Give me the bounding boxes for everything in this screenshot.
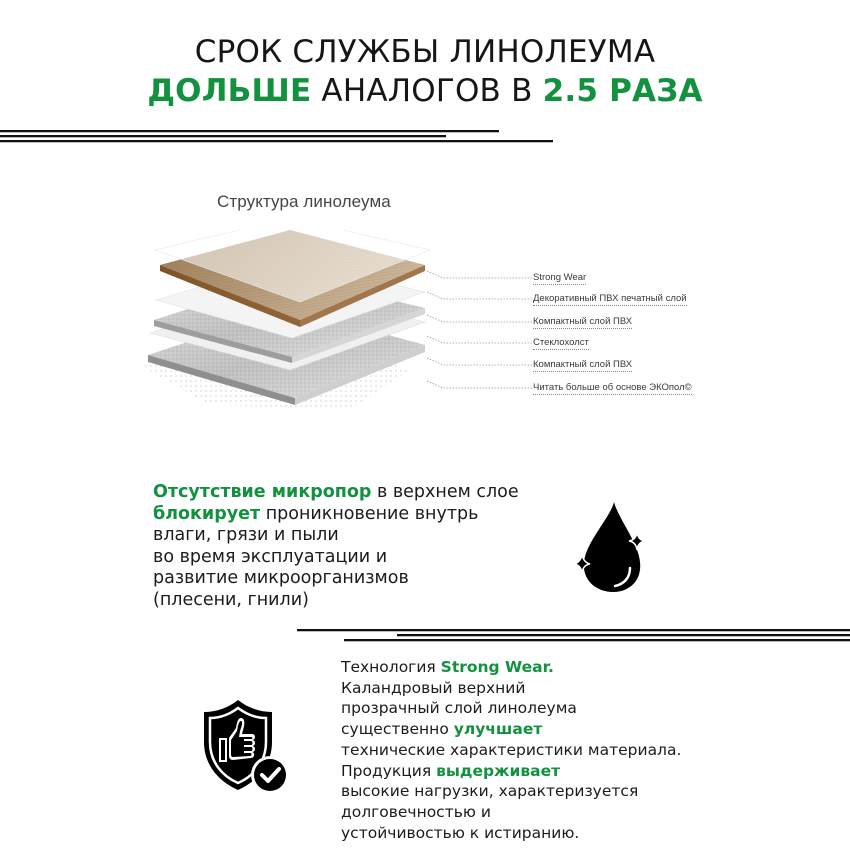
text-line: во время эксплуатации и	[153, 546, 388, 567]
text-line: (плесени, гнили)	[153, 589, 309, 610]
title-highlight-ratio: 2.5 РАЗА	[542, 73, 703, 109]
highlight-withstands: выдерживает	[436, 761, 561, 780]
text-segment: проникновение внутрь	[260, 503, 479, 524]
highlight-blocks: блокирует	[153, 503, 261, 524]
layer-label-decorative-pvc: Декоративный ПВХ печатный слой	[533, 293, 687, 304]
divider-line	[0, 140, 553, 143]
text-segment: Технология	[341, 658, 441, 676]
layer-label-compact-pvc-2: Компактный слой ПВХ	[533, 359, 633, 370]
shield-thumbs-up-check-icon	[200, 698, 292, 796]
text-line: развитие микроорганизмов	[153, 568, 409, 588]
highlight-improves: улучшает	[453, 720, 543, 739]
divider-line	[0, 130, 499, 133]
text-line: влаги, грязи и пыли	[153, 525, 339, 545]
diagram-title: Структура линолеума	[217, 192, 391, 211]
text-segment: существенно	[341, 720, 454, 739]
divider-line	[0, 135, 446, 138]
highlight-strong-wear: Strong Wear.	[440, 658, 554, 676]
layer-label-read-more-link[interactable]: Читать больше об основе ЭКОпол©	[533, 382, 692, 393]
water-drop-sparkle-icon	[570, 498, 650, 596]
layer-label-fiberglass: Стеклохолст	[533, 337, 589, 348]
divider-line	[344, 639, 850, 642]
text-line: долговечностью и	[341, 802, 491, 821]
text-line: Каландровый верхний	[341, 678, 526, 697]
linoleum-layers-illustration	[140, 230, 440, 410]
title-middle-text: АНАЛОГОВ В	[311, 73, 543, 109]
text-segment: в верхнем слое	[371, 482, 519, 502]
divider-line	[397, 634, 850, 637]
layer-label-strong-wear: Strong Wear	[533, 272, 587, 283]
title-highlight-longer: ДОЛЬШЕ	[147, 73, 312, 109]
layer-leader-lines	[425, 265, 535, 395]
page-title-line-1: СРОК СЛУЖБЫ ЛИНОЛЕУМА	[194, 34, 656, 70]
text-line: устойчивостью к истиранию.	[341, 823, 580, 842]
layer-label-compact-pvc-1: Компактный слой ПВХ	[533, 316, 633, 327]
text-segment: Продукция	[341, 761, 437, 780]
micropores-description	[153, 482, 519, 611]
text-line: технические характеристики материала.	[341, 740, 682, 759]
text-line: высокие нагрузки, характеризуется	[341, 782, 639, 801]
highlight-no-micropores: Отсутствие микропор	[153, 482, 372, 502]
text-line: прозрачный слой линолеума	[341, 699, 577, 718]
divider-line	[297, 629, 850, 632]
strong-wear-description	[341, 657, 681, 843]
page-title-line-2	[0, 73, 850, 109]
